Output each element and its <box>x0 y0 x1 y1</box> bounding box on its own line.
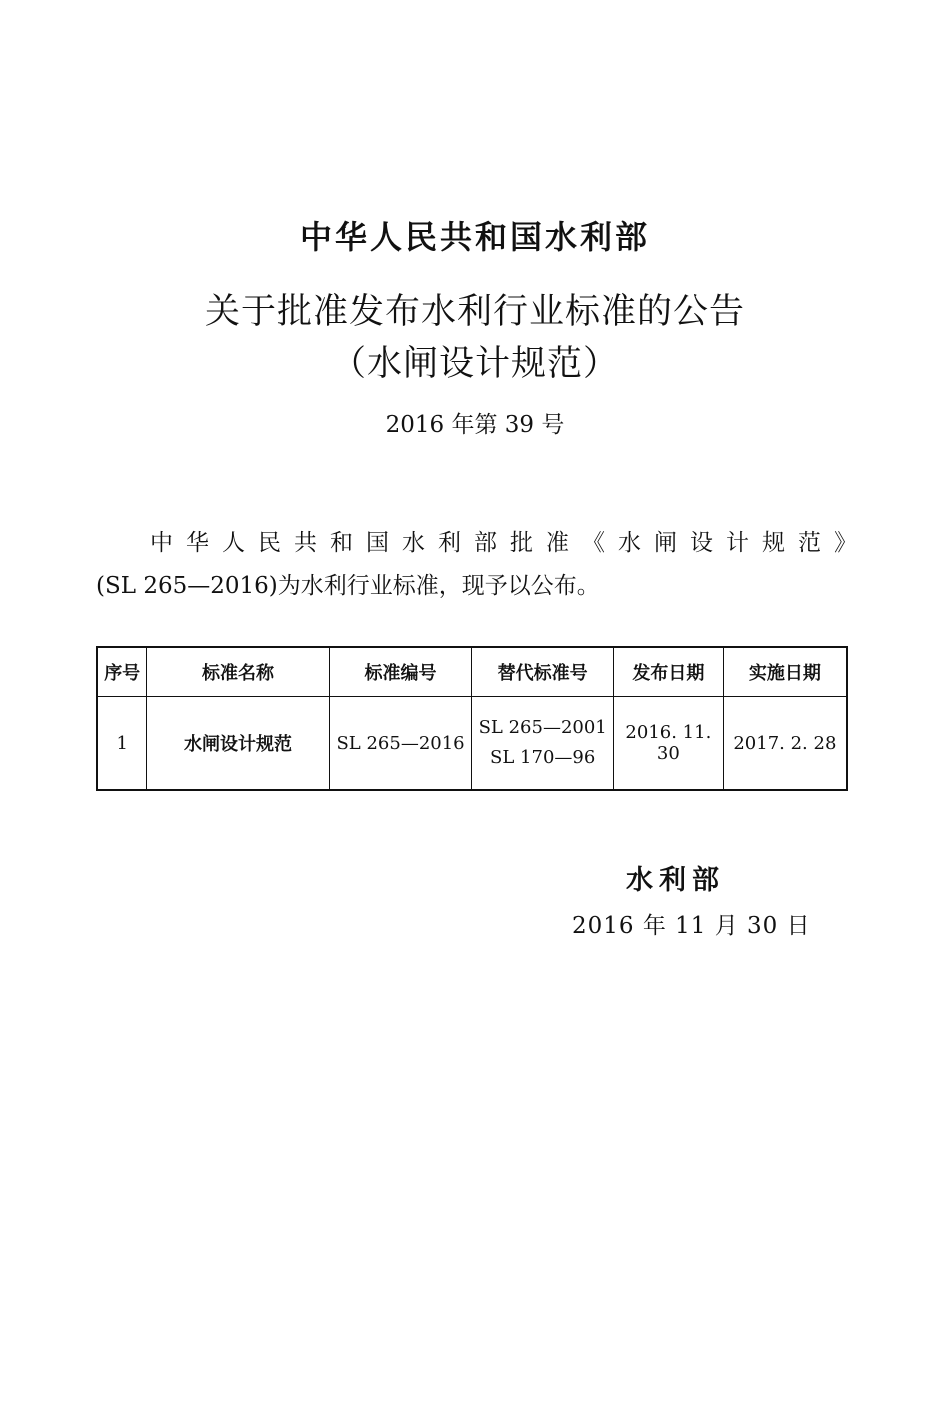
header-standard-code: 标准编号 <box>329 647 472 697</box>
cell-standard-name: 水闸设计规范 <box>147 697 329 791</box>
header-standard-name: 标准名称 <box>147 647 329 697</box>
header-index: 序号 <box>97 647 147 697</box>
header-release-date: 发布日期 <box>613 647 723 697</box>
replaced-code-1: SL 265—2001 <box>478 717 607 738</box>
cell-release-date: 2016. 11. 30 <box>613 697 723 791</box>
announcement-subtitle: （水闸设计规范） <box>330 344 619 384</box>
announcement-title: 关于批准发布水利行业标准的公告 <box>204 292 745 332</box>
cell-effective-date: 2017. 2. 28 <box>723 697 847 791</box>
table-row <box>97 697 847 791</box>
body-text-line-2: (SL 265—2016)为水利行业标准，现予以公布。 <box>96 573 600 599</box>
table-header-row <box>97 647 847 697</box>
replaced-code-2: SL 170—96 <box>490 747 596 768</box>
body-text-line-1: 中华人民共和国水利部批准《水闸设计规范》 <box>150 530 860 556</box>
signature-date: 2016 年 11 月 30 日 <box>572 913 811 939</box>
cell-replaced-code <box>472 697 614 791</box>
signature-organization: 水利部 <box>626 865 725 896</box>
ministry-heading: 中华人民共和国水利部 <box>299 218 650 256</box>
document-number: 2016 年第 39 号 <box>385 412 565 438</box>
cell-standard-code: SL 265—2016 <box>329 697 472 791</box>
cell-index: 1 <box>97 697 147 791</box>
header-effective-date: 实施日期 <box>723 647 847 697</box>
header-replaced-code: 替代标准号 <box>472 647 614 697</box>
standards-table <box>96 646 848 791</box>
